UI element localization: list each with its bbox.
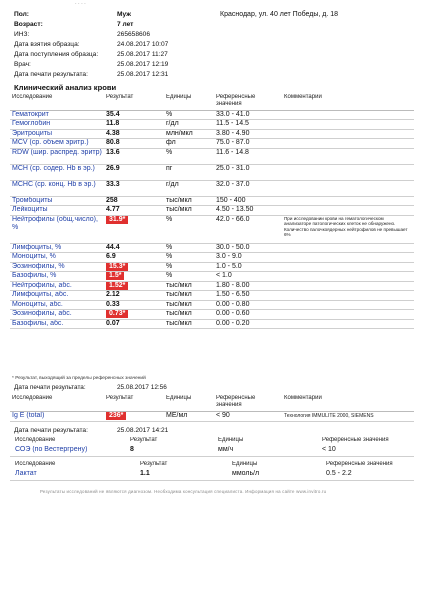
inz-value: 265658606 [117,31,151,38]
lactate-row [10,470,414,480]
cbc-header-units: Единицы [164,94,214,110]
gender-label: Пол: [14,11,29,18]
cbc-row [10,120,414,130]
cbc-section-title: Клинический анализ крови [14,83,117,92]
cbc-result: 35.4 [106,110,120,118]
cbc-test-name: Эозинофилы, абс. [10,310,104,320]
cbc-result: 258 [106,196,118,204]
cbc-result: 6.9 [106,253,116,260]
cbc-reference: 0.00 - 0.80 [214,300,282,310]
cbc-comment [282,129,414,139]
cbc-reference: 75.0 - 87.0 [214,139,282,149]
sample-received-value: 25.08.2017 11:27 [117,51,168,58]
doctor-label: Врач: [14,61,31,68]
lactate-header-reference: Референсные значения [326,461,393,467]
cbc-test-name: Нейтрофилы (общ.число), % [10,215,104,243]
cbc-row [10,291,414,301]
cbc-row [10,180,414,196]
cbc-comment [282,164,414,180]
cbc-test-name: Нейтрофилы, абс. [10,281,104,291]
cbc-row [10,281,414,291]
ige-header-units: Единицы [164,395,214,411]
cbc-row [10,206,414,216]
cbc-units: % [164,253,214,263]
cbc-reference: 3.80 - 4.90 [214,129,282,139]
cbc-row [10,300,414,310]
print-date-label: Дата печати результата: [14,71,88,78]
cbc-result: 2.12 [106,291,120,298]
cbc-test-name: MCH (ср. содер. Hb в эр.) [10,164,104,180]
footer-disclaimer: Результаты исследований не являются диагнозом. Необходима консультация специалиста. Информация на сайте www.invitro.ru [40,489,327,494]
cbc-units: % [164,148,214,164]
cbc-reference: 3.0 - 9.0 [214,253,282,263]
ige-units: МЕ/мл [164,411,214,421]
cbc-header-result: Результат [104,94,164,110]
cbc-units: фл [164,139,214,149]
cbc-comment [282,180,414,196]
cbc-result: 26.9 [106,164,120,172]
lactate-test-name: Лактат [10,470,138,480]
cbc-row [10,164,414,180]
ige-header-result: Результат [104,395,164,411]
cbc-comment [282,272,414,282]
cbc-reference: 33.0 - 41.0 [214,110,282,120]
cbc-header-comment: Комментарий [282,94,414,110]
ige-row [10,411,414,421]
cbc-test-name: MCHC (ср. конц. Hb в эр.) [10,180,104,196]
cbc-reference: 32.0 - 37.0 [214,180,282,196]
cbc-units: тыс/мкл [164,281,214,291]
top-dots: · · · · [75,1,86,7]
cbc-units: млн/мкл [164,129,214,139]
cbc-result: 4.77 [106,206,120,213]
cbc-row [10,139,414,149]
ige-reference: < 90 [214,411,282,421]
cbc-units: г/дл [164,180,214,196]
ige-table [10,395,414,422]
cbc-comment [282,206,414,216]
cbc-row [10,243,414,253]
cbc-comment [282,110,414,120]
cbc-test-name: RDW (шир. распред. эритр) [10,148,104,164]
cbc-units: тыс/мкл [164,206,214,216]
cbc-comment [282,253,414,263]
esr-result: 8 [128,446,216,456]
cbc-result-flagged: 1.52* [106,282,128,290]
cbc-test-name: Лимфоциты, % [10,243,104,253]
ige-test-name: Ig E (total) [10,411,104,421]
cbc-comment [282,120,414,130]
cbc-units: % [164,215,214,243]
cbc-result: 33.3 [106,180,120,188]
cbc-test-name: Моноциты, абс. [10,300,104,310]
cbc-test-name: Гематокрит [10,110,104,120]
cbc-result: 80.8 [106,139,120,146]
cbc-result-flagged: 1.5* [106,272,124,280]
lactate-result: 1.1 [138,470,230,480]
cbc-reference: 1.0 - 5.0 [214,262,282,272]
sample-taken-label: Дата взятия образца: [14,41,80,48]
cbc-reference: 0.00 - 0.60 [214,310,282,320]
cbc-units: г/дл [164,120,214,130]
cbc-result: 0.07 [106,319,120,327]
cbc-test-name: MCV (ср. объем эритр.) [10,139,104,149]
esr-test-name: СОЭ (по Вестергрену) [10,446,128,456]
esr-header-result: Результат [130,437,158,443]
cbc-comment [282,139,414,149]
cbc-test-name: Эозинофилы, % [10,262,104,272]
cbc-result: 44.4 [106,243,120,251]
inz-label: ИНЗ: [14,31,30,38]
cbc-test-name: Лимфоциты, абс. [10,291,104,301]
cbc-test-name: Моноциты, % [10,253,104,263]
age-value: 7 лет [117,21,134,28]
cbc-row [10,148,414,164]
cbc-reference: 1.80 - 8.00 [214,281,282,291]
cbc-result-flagged: 0.73* [106,310,128,318]
cbc-footnote: * Результат, выходящий за пределы референсных значений [12,376,146,381]
cbc-row [10,262,414,272]
cbc-result-flagged: 31.9* [106,216,128,224]
cbc-row [10,310,414,320]
cbc-units: пг [164,164,214,180]
sample-received-label: Дата поступления образца: [14,51,99,58]
cbc-units: % [164,262,214,272]
cbc-reference: 4.50 - 13.50 [214,206,282,216]
cbc-units: % [164,243,214,253]
cbc-units: тыс/мкл [164,196,214,206]
cbc-comment [282,300,414,310]
cbc-reference: 42.0 - 66.0 [214,215,282,243]
cbc-comment [282,262,414,272]
cbc-header-reference: Референсные значения [214,94,282,110]
ige-header-comment: Комментарий [282,395,414,411]
lactate-header-units: Единицы [232,461,258,467]
cbc-comment [282,291,414,301]
cbc-units: тыс/мкл [164,291,214,301]
cbc-reference: 11.5 - 14.5 [214,120,282,130]
cbc-test-name: Базофилы, % [10,272,104,282]
esr-print-label: Дата печати результата: [14,427,88,434]
cbc-units: % [164,272,214,282]
cbc-reference: 150 - 400 [214,196,282,206]
cbc-test-name: Тромбоциты [10,196,104,206]
cbc-test-name: Эритроциты [10,129,104,139]
cbc-result: 4.38 [106,129,120,137]
cbc-row [10,196,414,206]
esr-header-test: Исследование [15,437,56,443]
lactate-reference: 0.5 - 2.2 [324,470,414,480]
cbc-comment [282,310,414,320]
doctor-value: 25.08.2017 12:19 [117,61,169,68]
cbc-units: % [164,110,214,120]
ige-header-test: Исследование [10,395,104,411]
cbc-reference: 30.0 - 50.0 [214,243,282,253]
cbc-row [10,110,414,120]
esr-units: мм/ч [216,446,320,456]
lab-address: Краснодар, ул. 40 лет Победы, д. 18 [220,11,339,18]
cbc-comment [282,148,414,164]
cbc-comment [282,319,414,329]
cbc-header-test: Исследование [10,94,104,110]
lactate-header-result: Результат [140,461,168,467]
cbc-comment: При исследовании крови на гематологическом анализаторе патологических клеток не обнаружено. Количество палочкоядерных нейтрофилов не превышает 6% [282,215,414,243]
cbc-row [10,129,414,139]
cbc-result-flagged: 15.3* [106,263,128,271]
cbc-row [10,215,414,243]
ige-print-label: Дата печати результата: [14,384,86,391]
cbc-test-name: Базофилы, абс. [10,319,104,329]
cbc-row [10,319,414,329]
ige-result-flag: 236* [106,412,126,420]
esr-table [10,437,414,457]
cbc-row [10,253,414,263]
age-label: Возраст: [14,21,43,28]
lactate-table [10,461,414,481]
ige-print-value: 25.08.2017 12:56 [117,384,167,391]
cbc-result: 13.6 [106,148,120,156]
cbc-result: 0.33 [106,300,120,308]
cbc-comment [282,196,414,206]
cbc-rows [10,110,414,329]
gender-value: Муж [117,11,131,18]
sample-taken-value: 24.08.2017 10:07 [117,41,169,48]
cbc-reference: 25.0 - 31.0 [214,164,282,180]
cbc-units: тыс/мкл [164,300,214,310]
ige-header-reference: Референсные значения [214,395,282,411]
cbc-units: тыс/мкл [164,310,214,320]
cbc-comment [282,243,414,253]
cbc-test-name: Гемоглобин [10,120,104,130]
cbc-test-name: Лейкоциты [10,206,104,216]
esr-reference: < 10 [320,446,414,456]
esr-row [10,446,414,456]
lactate-units: ммоль/л [230,470,324,480]
cbc-units: тыс/мкл [164,319,214,329]
esr-header-reference: Референсные значения [322,437,389,443]
cbc-result: 11.8 [106,120,120,127]
cbc-reference: 1.50 - 6.50 [214,291,282,301]
cbc-reference: 0.00 - 0.20 [214,319,282,329]
print-date-value: 25.08.2017 12:31 [117,71,169,78]
esr-header-units: Единицы [218,437,244,443]
ige-comment: Технология IMMULITE 2000, SIEMENS [282,411,414,421]
cbc-reference: 11.6 - 14.8 [214,148,282,164]
cbc-comment [282,281,414,291]
esr-print-value: 25.08.2017 14:21 [117,427,169,434]
cbc-row [10,272,414,282]
lactate-header-test: Исследование [15,461,56,467]
cbc-table [10,94,414,329]
cbc-reference: < 1.0 [214,272,282,282]
